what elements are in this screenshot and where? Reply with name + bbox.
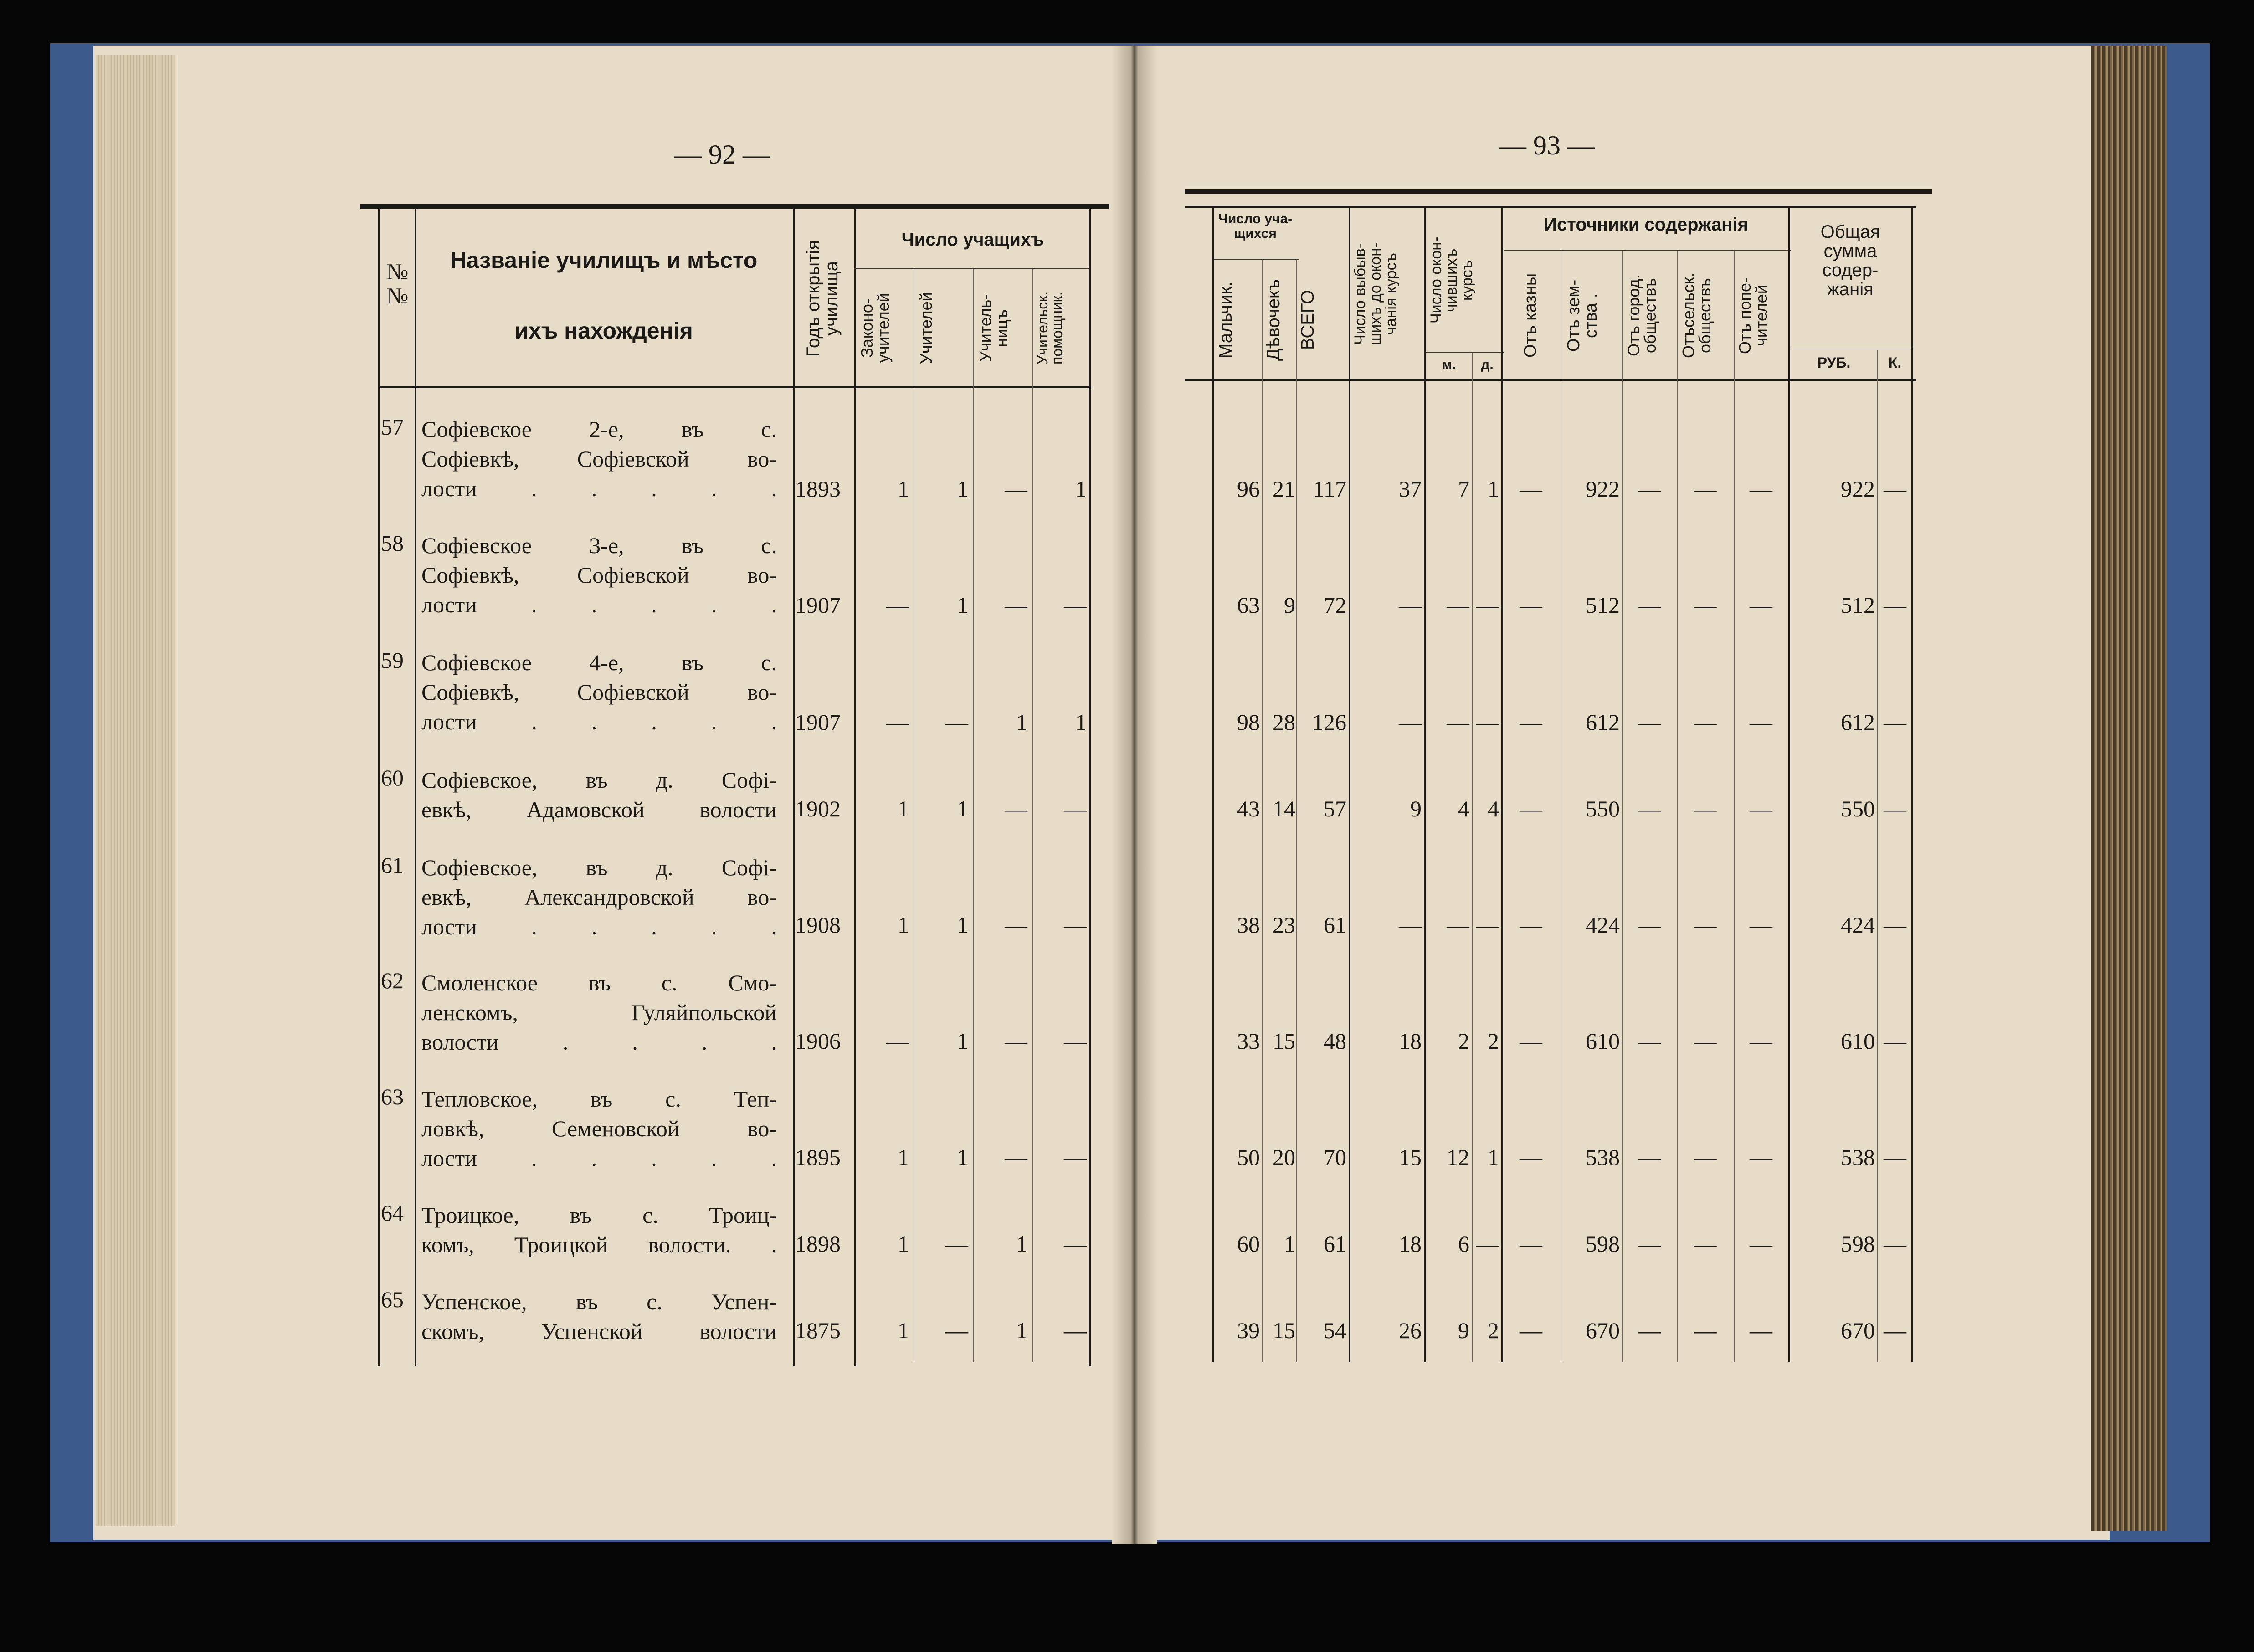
total-cell: 54 — [1324, 1318, 1346, 1343]
female-cell: — — [1005, 592, 1027, 618]
girls-cell: 28 — [1273, 709, 1295, 735]
female-cell: 1 — [1016, 1318, 1027, 1343]
patrons-cell: — — [1750, 912, 1772, 938]
teachers-cell: 1 — [957, 796, 968, 821]
teachers-cell: 1 — [957, 476, 968, 502]
row-num: 61 — [381, 852, 404, 878]
assist-cell: — — [1064, 592, 1087, 618]
header-year: Годъ открытія училища — [803, 240, 842, 357]
city-cell: — — [1638, 1231, 1661, 1257]
village-cell: — — [1694, 709, 1717, 735]
dropped-cell: 18 — [1399, 1028, 1422, 1054]
kop-cell: — — [1884, 592, 1906, 618]
row-num: 63 — [381, 1084, 404, 1109]
village-cell: — — [1694, 796, 1717, 821]
right-page-edges — [2091, 46, 2167, 1531]
law-cell: 1 — [898, 912, 909, 938]
assist-cell: 1 — [1075, 476, 1087, 502]
law-cell: 1 — [898, 796, 909, 821]
village-cell: — — [1694, 592, 1717, 618]
rub-cell: 612 — [1841, 709, 1875, 735]
patrons-cell: — — [1750, 796, 1772, 821]
school-name: Троицкое, въ с. Троиц- комъ, Троицкой волости. . — [421, 1202, 777, 1257]
kop-cell: — — [1884, 709, 1906, 735]
boys-cell: 43 — [1237, 796, 1260, 821]
city-cell: — — [1638, 1144, 1661, 1170]
village-cell: — — [1694, 476, 1717, 502]
row-num: 65 — [381, 1287, 404, 1312]
teachers-cell: 1 — [957, 912, 968, 938]
school-name: Софіевское 2-е, въ с. Софіевкѣ, Софіевской во- лости . . . . . — [421, 416, 777, 501]
year-cell: 1898 — [795, 1231, 841, 1257]
assist-cell: — — [1064, 912, 1087, 938]
header-total: ВСЕГО — [1298, 290, 1318, 350]
total-cell: 126 — [1312, 709, 1346, 735]
header-teachers-group: Число учащихъ — [901, 230, 1044, 250]
city-cell: — — [1638, 476, 1661, 502]
header-finished-d: д. — [1481, 357, 1494, 372]
header-patrons: Отъ попе- чителей — [1735, 277, 1771, 354]
row-num: 62 — [381, 968, 404, 993]
header-village: Отъсельск. обществъ — [1679, 272, 1714, 359]
d-cell: 1 — [1488, 476, 1499, 502]
boys-cell: 33 — [1237, 1028, 1260, 1054]
girls-cell: 15 — [1273, 1028, 1295, 1054]
header-pupils-group: Число уча- щихся — [1218, 211, 1293, 241]
girls-cell: 20 — [1273, 1144, 1295, 1170]
d-cell: — — [1476, 709, 1499, 735]
kop-cell: — — [1884, 912, 1906, 938]
city-cell: — — [1638, 796, 1661, 821]
female-cell: — — [1005, 912, 1027, 938]
rub-cell: 610 — [1841, 1028, 1875, 1054]
year-cell: 1875 — [795, 1318, 841, 1343]
patrons-cell: — — [1750, 592, 1772, 618]
patrons-cell: — — [1750, 1028, 1772, 1054]
boys-cell: 50 — [1237, 1144, 1260, 1170]
female-cell: 1 — [1016, 709, 1027, 735]
law-cell: 1 — [898, 1231, 909, 1257]
treasury-cell: — — [1520, 592, 1542, 618]
header-sources-group: Источники содержанія — [1544, 215, 1748, 235]
header-name-line1: Названіе училищъ и мѣсто — [450, 247, 758, 273]
female-cell: — — [1005, 796, 1027, 821]
dropped-cell: 18 — [1399, 1231, 1422, 1257]
header-total-sum: Общая сумма содер- жанія — [1820, 222, 1880, 299]
zemstvo-cell: 538 — [1586, 1144, 1620, 1170]
header-boys: Мальчик. — [1216, 281, 1236, 359]
school-name: Смоленское въ с. Смо- ленскомъ, Гуляйпольской волости . . . . — [421, 970, 777, 1055]
d-cell: — — [1476, 592, 1499, 618]
rub-cell: 922 — [1841, 476, 1875, 502]
kop-cell: — — [1884, 796, 1906, 821]
year-cell: 1907 — [795, 709, 841, 735]
rub-cell: 512 — [1841, 592, 1875, 618]
female-cell: 1 — [1016, 1231, 1027, 1257]
patrons-cell: — — [1750, 709, 1772, 735]
m-cell: 4 — [1458, 796, 1469, 821]
city-cell: — — [1638, 1318, 1661, 1343]
total-cell: 48 — [1324, 1028, 1346, 1054]
header-treasury: Отъ казны — [1521, 273, 1540, 358]
header-dropped: Число выбыв- шихъ до окон- чанія курсъ — [1351, 242, 1400, 345]
d-cell: 2 — [1488, 1028, 1499, 1054]
header-num: № № — [386, 259, 409, 308]
header-law-teachers: Законо- учителей — [857, 293, 893, 363]
m-cell: 6 — [1458, 1231, 1469, 1257]
page-number-right: — 93 — — [1499, 130, 1595, 160]
law-cell: 1 — [898, 476, 909, 502]
row-num: 58 — [381, 530, 404, 556]
m-cell: 7 — [1458, 476, 1469, 502]
m-cell: — — [1447, 709, 1469, 735]
dropped-cell: — — [1399, 592, 1422, 618]
law-cell: 1 — [898, 1318, 909, 1343]
dropped-cell: — — [1399, 912, 1422, 938]
city-cell: — — [1638, 1028, 1661, 1054]
school-name: Тепловское, въ с. Теп- ловкѣ, Семеновской во- лости . . . . . — [421, 1086, 777, 1171]
kop-cell: — — [1884, 1028, 1906, 1054]
page-number-left: — 92 — — [674, 139, 770, 169]
dropped-cell: — — [1399, 709, 1422, 735]
d-cell: 1 — [1488, 1144, 1499, 1170]
d-cell: — — [1476, 1231, 1499, 1257]
teachers-cell: 1 — [957, 1028, 968, 1054]
dropped-cell: 9 — [1410, 796, 1422, 821]
assist-cell: — — [1064, 1318, 1087, 1343]
assist-cell: — — [1064, 1231, 1087, 1257]
header-teachers: Учителей — [917, 292, 935, 364]
teachers-cell: 1 — [957, 1144, 968, 1170]
girls-cell: 21 — [1273, 476, 1295, 502]
village-cell: — — [1694, 1144, 1717, 1170]
header-name-line2: ихъ нахожденія — [514, 318, 693, 344]
law-cell: — — [886, 709, 909, 735]
dropped-cell: 15 — [1399, 1144, 1422, 1170]
treasury-cell: — — [1520, 709, 1542, 735]
city-cell: — — [1638, 592, 1661, 618]
teachers-cell: — — [945, 709, 968, 735]
boys-cell: 96 — [1237, 476, 1260, 502]
assist-cell: — — [1064, 1028, 1087, 1054]
d-cell: — — [1476, 912, 1499, 938]
total-cell: 117 — [1313, 476, 1346, 502]
treasury-cell: — — [1520, 1318, 1542, 1343]
header-zemstvo: Отъ зем- ства . — [1564, 279, 1601, 352]
total-cell: 70 — [1324, 1144, 1346, 1170]
village-cell: — — [1694, 1231, 1717, 1257]
d-cell: 4 — [1488, 796, 1499, 821]
header-city: Отъ город. обществъ — [1624, 274, 1659, 357]
village-cell: — — [1694, 1028, 1717, 1054]
female-cell: — — [1005, 1028, 1027, 1054]
kop-cell: — — [1884, 1144, 1906, 1170]
girls-cell: 23 — [1273, 912, 1295, 938]
treasury-cell: — — [1520, 912, 1542, 938]
zemstvo-cell: 598 — [1586, 1231, 1620, 1257]
zemstvo-cell: 424 — [1586, 912, 1620, 938]
year-cell: 1893 — [795, 476, 841, 502]
girls-cell: 15 — [1273, 1318, 1295, 1343]
rub-cell: 424 — [1841, 912, 1875, 938]
rub-cell: 598 — [1841, 1231, 1875, 1257]
year-cell: 1907 — [795, 592, 841, 618]
girls-cell: 14 — [1273, 796, 1295, 821]
female-cell: — — [1005, 476, 1027, 502]
zemstvo-cell: 550 — [1586, 796, 1620, 821]
law-cell: — — [886, 592, 909, 618]
treasury-cell: — — [1520, 796, 1542, 821]
law-cell: — — [886, 1028, 909, 1054]
dropped-cell: 26 — [1399, 1318, 1422, 1343]
boys-cell: 39 — [1237, 1318, 1260, 1343]
m-cell: 2 — [1458, 1028, 1469, 1054]
school-name: Успенское, въ с. Успен- скомъ, Успенской волости — [421, 1289, 777, 1344]
header-girls: Дѣвочекъ — [1263, 279, 1284, 361]
treasury-cell: — — [1520, 1231, 1542, 1257]
patrons-cell: — — [1750, 1144, 1772, 1170]
row-num: 59 — [381, 647, 404, 673]
patrons-cell: — — [1750, 1231, 1772, 1257]
boys-cell: 63 — [1237, 592, 1260, 618]
left-page-edges — [96, 55, 175, 1526]
school-name: Софіевское, въ д. Софі- евкѣ, Адамовской волости — [421, 767, 777, 822]
header-assistants: Учительск. помощник. — [1034, 291, 1065, 365]
row-num: 64 — [381, 1200, 404, 1226]
zemstvo-cell: 610 — [1586, 1028, 1620, 1054]
teachers-cell: 1 — [957, 592, 968, 618]
dropped-cell: 37 — [1399, 476, 1422, 502]
header-rub: РУБ. — [1817, 354, 1851, 371]
assist-cell: 1 — [1075, 709, 1087, 735]
village-cell: — — [1694, 1318, 1717, 1343]
year-cell: 1906 — [795, 1028, 841, 1054]
treasury-cell: — — [1520, 476, 1542, 502]
patrons-cell: — — [1750, 1318, 1772, 1343]
total-cell: 57 — [1324, 796, 1346, 821]
teachers-cell: — — [945, 1231, 968, 1257]
school-name: Софіевское, въ д. Софі- евкѣ, Александровской во- лости . . . . . — [421, 855, 777, 939]
m-cell: 9 — [1458, 1318, 1469, 1343]
zemstvo-cell: 512 — [1586, 592, 1620, 618]
kop-cell: — — [1884, 476, 1906, 502]
m-cell: 12 — [1447, 1144, 1469, 1170]
city-cell: — — [1638, 912, 1661, 938]
year-cell: 1902 — [795, 796, 841, 821]
boys-cell: 98 — [1237, 709, 1260, 735]
zemstvo-cell: 612 — [1586, 709, 1620, 735]
treasury-cell: — — [1520, 1144, 1542, 1170]
boys-cell: 60 — [1237, 1231, 1260, 1257]
m-cell: — — [1447, 592, 1469, 618]
total-cell: 61 — [1324, 1231, 1346, 1257]
city-cell: — — [1638, 709, 1661, 735]
girls-cell: 1 — [1284, 1231, 1295, 1257]
year-cell: 1908 — [795, 912, 841, 938]
book-gutter — [1112, 46, 1157, 1544]
school-name: Софіевское 3-е, въ с. Софіевкѣ, Софіевской во- лости . . . . . — [421, 533, 777, 617]
zemstvo-cell: 922 — [1586, 476, 1620, 502]
header-kop: К. — [1888, 354, 1902, 371]
school-name: Софіевское 4-е, въ с. Софіевкѣ, Софіевской во- лости . . . . . — [421, 650, 777, 734]
teachers-cell: — — [945, 1318, 968, 1343]
zemstvo-cell: 670 — [1586, 1318, 1620, 1343]
rub-cell: 670 — [1841, 1318, 1875, 1343]
total-cell: 72 — [1324, 592, 1346, 618]
header-finished: Число окон- чившихъ курсъ — [1427, 236, 1476, 324]
village-cell: — — [1694, 912, 1717, 938]
boys-cell: 38 — [1237, 912, 1260, 938]
rub-cell: 538 — [1841, 1144, 1875, 1170]
year-cell: 1895 — [795, 1144, 841, 1170]
m-cell: — — [1447, 912, 1469, 938]
assist-cell: — — [1064, 1144, 1087, 1170]
row-num: 60 — [381, 765, 404, 790]
header-female-teachers: Учитель- ницъ — [976, 294, 1011, 362]
assist-cell: — — [1064, 796, 1087, 821]
girls-cell: 9 — [1284, 592, 1295, 618]
patrons-cell: — — [1750, 476, 1772, 502]
d-cell: 2 — [1488, 1318, 1499, 1343]
rub-cell: 550 — [1841, 796, 1875, 821]
total-cell: 61 — [1324, 912, 1346, 938]
row-num: 57 — [381, 414, 404, 440]
law-cell: 1 — [898, 1144, 909, 1170]
treasury-cell: — — [1520, 1028, 1542, 1054]
kop-cell: — — [1884, 1231, 1906, 1257]
kop-cell: — — [1884, 1318, 1906, 1343]
female-cell: — — [1005, 1144, 1027, 1170]
header-finished-m: м. — [1442, 357, 1456, 372]
